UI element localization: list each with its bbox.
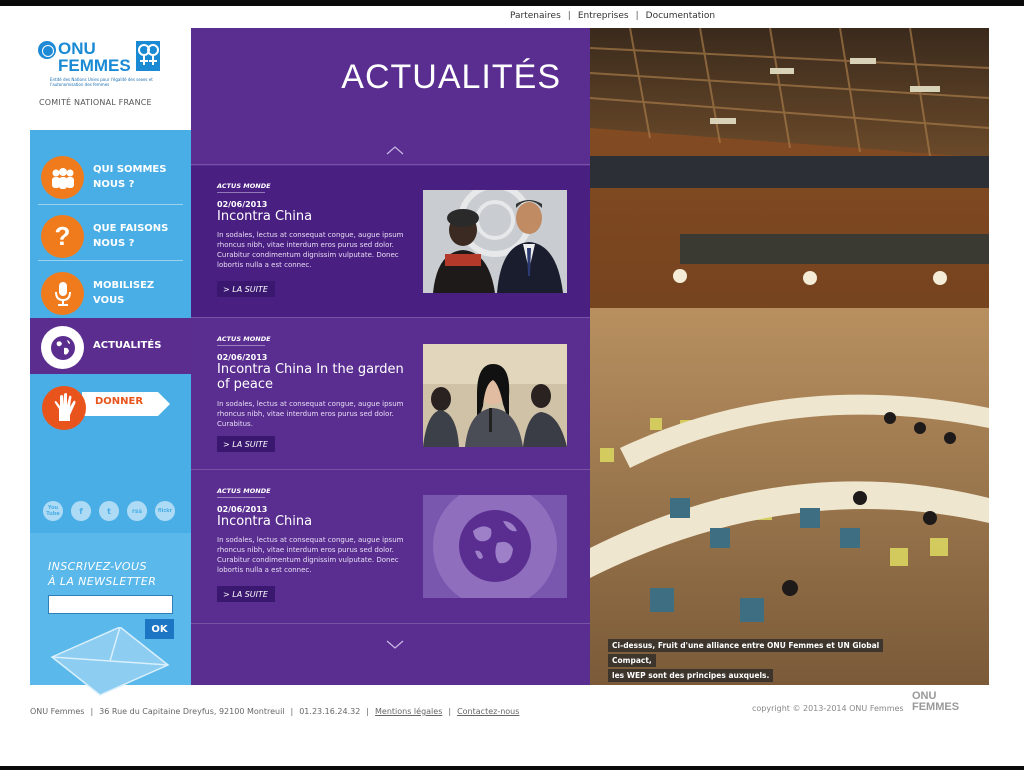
women-symbol-icon: [135, 40, 161, 74]
sidebar: [30, 130, 191, 685]
nav-label: MOBILISEZ VOUS: [93, 280, 155, 306]
youtube-icon[interactable]: You Tube: [43, 501, 63, 521]
newsletter-email-input[interactable]: [48, 595, 173, 614]
divider: [191, 164, 590, 165]
separator: |: [567, 11, 571, 21]
globe-icon: [41, 326, 84, 369]
nav-item-que-faisons-nous[interactable]: [30, 207, 191, 265]
news-title[interactable]: Incontra China: [217, 514, 313, 529]
nav-item-qui-sommes-nous[interactable]: [30, 148, 191, 206]
twitter-icon[interactable]: t: [99, 501, 119, 521]
logo-wordmark: [58, 40, 131, 74]
facebook-icon[interactable]: f: [71, 501, 91, 521]
top-link-documentation[interactable]: Documentation: [645, 11, 716, 21]
read-more-button[interactable]: > LA SUITE: [217, 586, 275, 602]
read-more-button[interactable]: > LA SUITE: [217, 281, 275, 297]
category-underline: [217, 345, 265, 346]
category-underline: [217, 497, 265, 498]
footer-logo[interactable]: [912, 691, 982, 721]
footer-org: ONU Femmes: [30, 707, 85, 716]
news-title[interactable]: Incontra China In the garden of peace: [217, 362, 404, 392]
logo-mark: [38, 40, 161, 74]
nav-label: QUE FAISONS NOUS ?: [93, 223, 169, 249]
footer-logo-line1: ONU: [912, 690, 937, 702]
newsletter-title: INSCRIVEZ-VOUS À LA NEWSLETTER: [48, 560, 157, 588]
news-category: ACTUS MONDE: [217, 487, 271, 495]
social-links: [43, 501, 175, 521]
chevron-down-icon[interactable]: [386, 640, 404, 650]
caption-line: les WEP sont des principes auxquels.: [608, 669, 773, 682]
top-link-entreprises[interactable]: Entreprises: [577, 11, 629, 21]
footer-phone: 01.23.16.24.32: [299, 707, 361, 716]
divider: [191, 623, 590, 624]
top-link-partenaires[interactable]: Partenaires: [510, 11, 561, 21]
news-title[interactable]: Incontra China: [217, 209, 313, 224]
news-item[interactable]: [191, 319, 590, 470]
news-thumbnail[interactable]: [423, 190, 567, 293]
footer-legal-link[interactable]: Mentions légales: [375, 707, 443, 716]
footer-contact-link[interactable]: Contactez-nous: [457, 707, 520, 716]
footer-address: 36 Rue du Capitaine Dreyfus, 92100 Montreuil: [99, 707, 285, 716]
hand-icon: [42, 386, 86, 430]
copyright: copyright © 2013-2014 ONU Femmes: [752, 704, 904, 713]
rss-icon[interactable]: rss: [127, 501, 147, 521]
news-item[interactable]: [191, 166, 590, 317]
news-excerpt: In sodales, lectus at consequat congue, augue ipsum rhoncus nibh, vitae interdum eros purus sed dolor. Curabitus.: [217, 400, 404, 428]
news-panel: [191, 28, 590, 685]
top-black-bar: [0, 0, 1024, 6]
flickr-icon[interactable]: flickr: [155, 501, 175, 521]
nav-label: QUI SOMMES NOUS ?: [93, 164, 167, 190]
people-icon: [41, 156, 84, 199]
logo-line2: FEMMES: [58, 56, 131, 75]
donate-button[interactable]: [42, 386, 160, 424]
category-underline: [217, 192, 265, 193]
caption-line: Ci-dessus, Fruit d'une alliance entre ONU Femmes et UN Global Compact,: [608, 639, 883, 667]
footer-logo-line2: FEMMES: [912, 701, 960, 713]
bottom-black-bar: [0, 766, 1024, 770]
separator: |: [635, 11, 639, 21]
logo[interactable]: [30, 28, 191, 130]
news-category: ACTUS MONDE: [217, 335, 271, 343]
logo-line1: ONU: [58, 39, 96, 58]
assembly-hall-illustration: [590, 28, 989, 685]
hero-image: [590, 28, 989, 685]
news-excerpt: In sodales, lectus at consequat congue, augue ipsum rhoncus nibh, vitae interdum eros purus sed dolor. Curabitur condimentum dignissim vulputate. Donec lobortis nulla a est connec.: [217, 231, 404, 269]
news-item[interactable]: [191, 471, 590, 622]
read-more-button[interactable]: > LA SUITE: [217, 436, 275, 452]
donate-label: DONNER: [95, 396, 144, 407]
page-title: ACTUALITÉS: [341, 58, 561, 96]
news-thumbnail-placeholder[interactable]: [423, 495, 567, 598]
divider: [191, 317, 590, 318]
committee-label: COMITÉ NATIONAL FRANCE: [39, 98, 152, 107]
un-emblem-icon: [38, 41, 56, 59]
newsletter-ok-button[interactable]: OK: [145, 619, 174, 639]
microphone-icon: [41, 272, 84, 315]
nav-label: ACTUALITÉS: [93, 340, 162, 351]
chevron-up-icon[interactable]: [386, 145, 404, 155]
news-date: 02/06/2013: [217, 353, 268, 362]
logo-subtitle: Entité des Nations Unies pour l'égalité des sexes et l'autonomisation des femmes: [50, 77, 153, 87]
top-links: [510, 11, 715, 21]
hero-caption: [608, 638, 898, 683]
nav-item-mobilisez-vous[interactable]: [30, 264, 191, 322]
question-icon: ?: [41, 215, 84, 258]
news-excerpt: In sodales, lectus at consequat congue, augue ipsum rhoncus nibh, vitae interdum eros purus sed dolor. Curabitur condimentum dignissim vulputate. Donec lobortis nulla a est connec.: [217, 536, 404, 574]
nav-divider: [38, 260, 183, 261]
news-date: 02/06/2013: [217, 505, 268, 514]
footer-info: ONU Femmes | 36 Rue du Capitaine Dreyfus, 92100 Montreuil | 01.23.16.24.32 | Mentions légales | Contactez-nous: [30, 707, 520, 716]
divider: [191, 469, 590, 470]
newsletter-box: [30, 533, 191, 685]
nav-item-actualites[interactable]: [30, 318, 191, 374]
news-date: 02/06/2013: [217, 200, 268, 209]
news-thumbnail[interactable]: [423, 344, 567, 447]
nav-divider: [38, 204, 183, 205]
news-category: ACTUS MONDE: [217, 182, 271, 190]
